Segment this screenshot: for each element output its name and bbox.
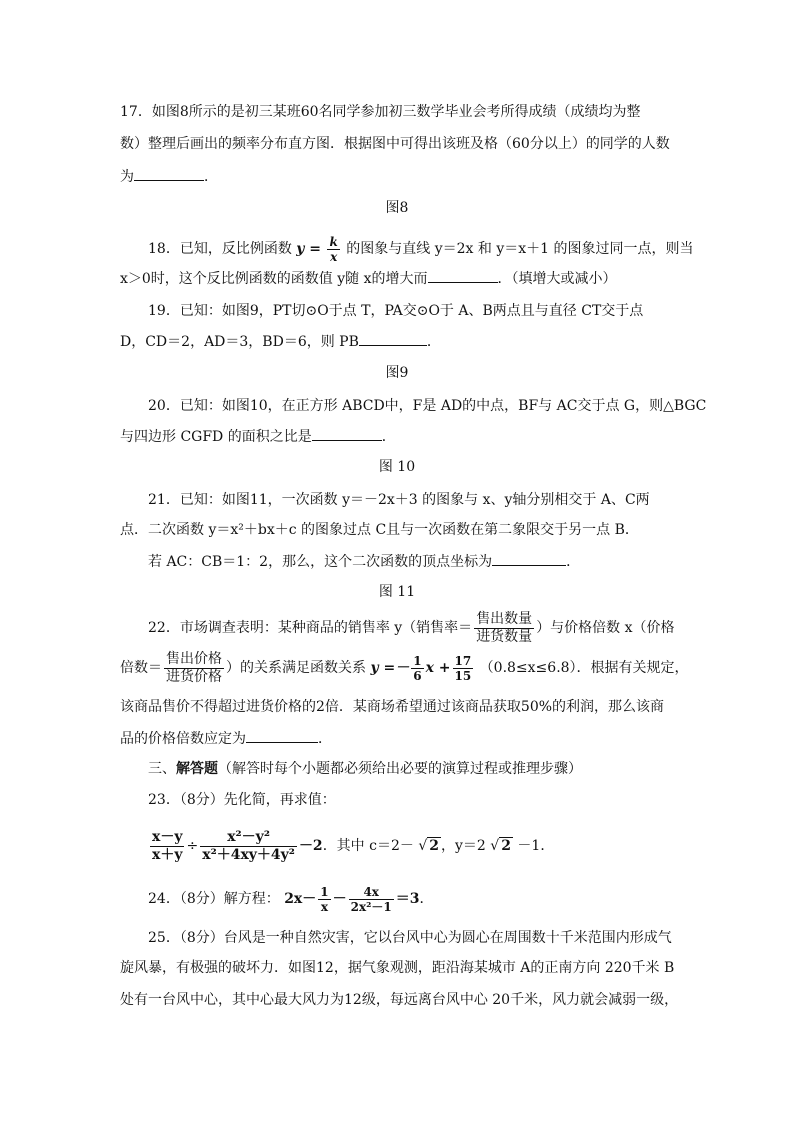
q23-f1-num: x－y [152, 828, 183, 845]
sales-rate-fraction [474, 611, 534, 646]
q21-line3-suffix: ． [566, 554, 581, 570]
q20-line1: 20．已知：如图10，在正方形 ABCD中，F是 AD的中点，BF与 AC交于点 G，则△BGC [148, 398, 707, 414]
section-3-title: 解答题 [176, 761, 218, 777]
q25-line1: 25．（8分）台风是一种自然灾害，它以台风中心为圆心在周围数十千米范围内形成气 [148, 930, 672, 946]
price-multiple-den: 进货价格 [166, 668, 222, 685]
q22-line1 [148, 610, 675, 646]
q24-f2-num: 4x [349, 885, 394, 900]
q23-f2-num: x²－y² [200, 829, 297, 847]
q24-f2-den: 2x²－1 [350, 899, 392, 914]
q22-func-lhs: y =－ [370, 660, 410, 676]
q23-fraction-2 [200, 829, 297, 864]
q24-eq-lhs: 2x－ [284, 891, 317, 907]
q22-func-den1: 6 [413, 668, 422, 683]
price-multiple-num: 售出价格 [166, 650, 222, 667]
q18-line2 [120, 268, 617, 289]
q20-line2 [120, 426, 396, 447]
q18-func-num: k [329, 234, 338, 249]
answer-blank[interactable] [492, 551, 566, 566]
price-multiple-fraction [164, 651, 224, 686]
answer-blank[interactable] [359, 331, 427, 346]
figure-9-caption: 图9 [385, 365, 409, 381]
q18-func-den: x [330, 249, 338, 264]
q22-line1-suffix: ）与价格倍数 x（价格 [536, 620, 675, 636]
figure-10-caption: 图 10 [378, 459, 416, 475]
q18-mid: 的图象与直线 y＝2x 和 y＝x＋1 的图象过同一点，则当 [346, 241, 694, 257]
q23-tail: －2 [298, 838, 323, 854]
answer-blank[interactable] [312, 426, 382, 441]
q23-cond-mid: ，y＝2 [441, 838, 486, 854]
q24-f1-num: 1 [320, 884, 329, 899]
q17-line3 [120, 166, 218, 187]
q19-line2-prefix: D，CD＝2，AD＝3，BD＝6，则 PB [120, 334, 359, 350]
q23-divide: ÷ [186, 838, 199, 854]
q24-prefix: 24．（8分）解方程： [148, 891, 280, 907]
section-3-prefix: 三、 [148, 761, 176, 777]
q20-line2-prefix: 与四边形 CGFD 的面积之比是 [120, 429, 312, 445]
answer-blank[interactable] [134, 166, 204, 181]
q18-line2-suffix: ．（填增大或减小） [497, 271, 617, 287]
q23-f1-den: x＋y [152, 846, 183, 863]
q22-line4-prefix: 品的价格倍数应定为 [120, 731, 246, 747]
q24-fraction-1 [318, 885, 330, 914]
q24-eq-rhs: ＝3 [395, 891, 420, 907]
q20-line2-suffix: ． [381, 429, 396, 445]
answer-blank[interactable] [428, 268, 498, 283]
q18-line2-prefix: x＞0时，这个反比例函数的函数值 y随 x的增大而 [120, 271, 428, 287]
q18-func-fraction [327, 235, 339, 264]
q22-func-fraction-1 [411, 654, 423, 683]
sqrt-2: √ 2 [418, 838, 440, 854]
sales-rate-den: 进货数量 [476, 628, 533, 645]
q22-line2-prefix: 倍数＝ [120, 660, 162, 676]
q22-func-num2: 17 [454, 653, 472, 668]
q22-func-den2: 15 [454, 668, 472, 683]
q19-line1: 19．已知：如图9，PT切⊙O于点 T，PA交⊙O于 A、B两点且与直径 CT交于点 [148, 303, 644, 319]
q17-line2: 数）整理后画出的频率分布直方图．根据图中可得出该班及格（60分以上）的同学的人数 [120, 136, 670, 152]
q19-line2-suffix: ． [426, 334, 441, 350]
q24-line [148, 880, 434, 918]
q22-func-num1: 1 [413, 653, 422, 668]
q18-func-lhs: y = [296, 241, 322, 257]
q23-f2-den: x²＋4xy＋4y² [202, 846, 295, 863]
q19-line2 [120, 331, 441, 352]
sqrt-2: √ 2 [490, 838, 511, 854]
answer-blank[interactable] [246, 728, 318, 743]
q21-line3 [148, 551, 580, 572]
q24-fraction-2 [349, 885, 394, 914]
section-3-note: （解答时每个小题都必须给出必要的演算过程或推理步骤） [218, 761, 582, 777]
q22-line2 [120, 650, 689, 686]
q24-f1-den: x [320, 899, 329, 914]
q21-line2: 点．二次函数 y＝x²＋bx＋c 的图象过点 C且与一次函数在第二象限交于另一点 B． [120, 522, 639, 538]
q22-line1-prefix: 22．市场调查表明：某种商品的销售率 y（销售率＝ [148, 620, 473, 636]
q23-expression [148, 826, 554, 866]
q22-func-mid: x + [425, 660, 451, 676]
q22-line4-suffix: ． [318, 731, 332, 747]
q23-fraction-1 [150, 829, 184, 864]
q17-line3-suffix: ． [204, 169, 218, 185]
q22-line4 [120, 728, 332, 749]
q25-line3: 处有一台风中心，其中心最大风力为12级，每远离台风中心 20千米，风力就会减弱一级， [120, 992, 679, 1008]
q23-cond-prefix: ．其中 c＝2－ [322, 838, 414, 854]
q18-line1 [148, 232, 694, 266]
figure-8-caption: 图8 [385, 200, 409, 216]
q21-line3-prefix: 若 AC：CB＝1：2，那么，这个二次函数的顶点坐标为 [148, 554, 493, 570]
q24-suffix: ． [419, 891, 434, 907]
q22-line3: 该商品售价不得超过进货价格的2倍．某商场希望通过该商品获取50%的利润，那么该商 [120, 699, 665, 715]
q25-line2: 旋风暴，有极强的破坏力．如图12，据气象观测，距沿海某城市 A的正南方向 220千米 B [120, 960, 675, 976]
q17-line3-prefix: 为 [120, 169, 134, 185]
sales-rate-num: 售出数量 [476, 610, 533, 627]
q22-func-fraction-2 [453, 654, 474, 683]
q17-line1: 17．如图8所示的是初三某班60名同学参加初三数学毕业会考所得成绩（成绩均为整 [120, 104, 641, 120]
q24-minus: － [332, 891, 347, 907]
q22-line2-mid: ）的关系满足函数关系 [226, 660, 366, 676]
q23-header: 23．（8分）先化简，再求值： [148, 792, 336, 808]
section-3-heading [148, 759, 582, 779]
q23-cond-suffix: －1． [517, 838, 555, 854]
q21-line1: 21．已知：如图11，一次函数 y＝－2x＋3 的图象与 x、y轴分别相交于 A、C两 [148, 492, 650, 508]
q18-prefix: 18．已知，反比例函数 [148, 241, 292, 257]
figure-11-caption: 图 11 [378, 584, 416, 600]
q22-line2-suffix: （0.8≤x≤6.8）．根据有关规定， [479, 660, 689, 676]
